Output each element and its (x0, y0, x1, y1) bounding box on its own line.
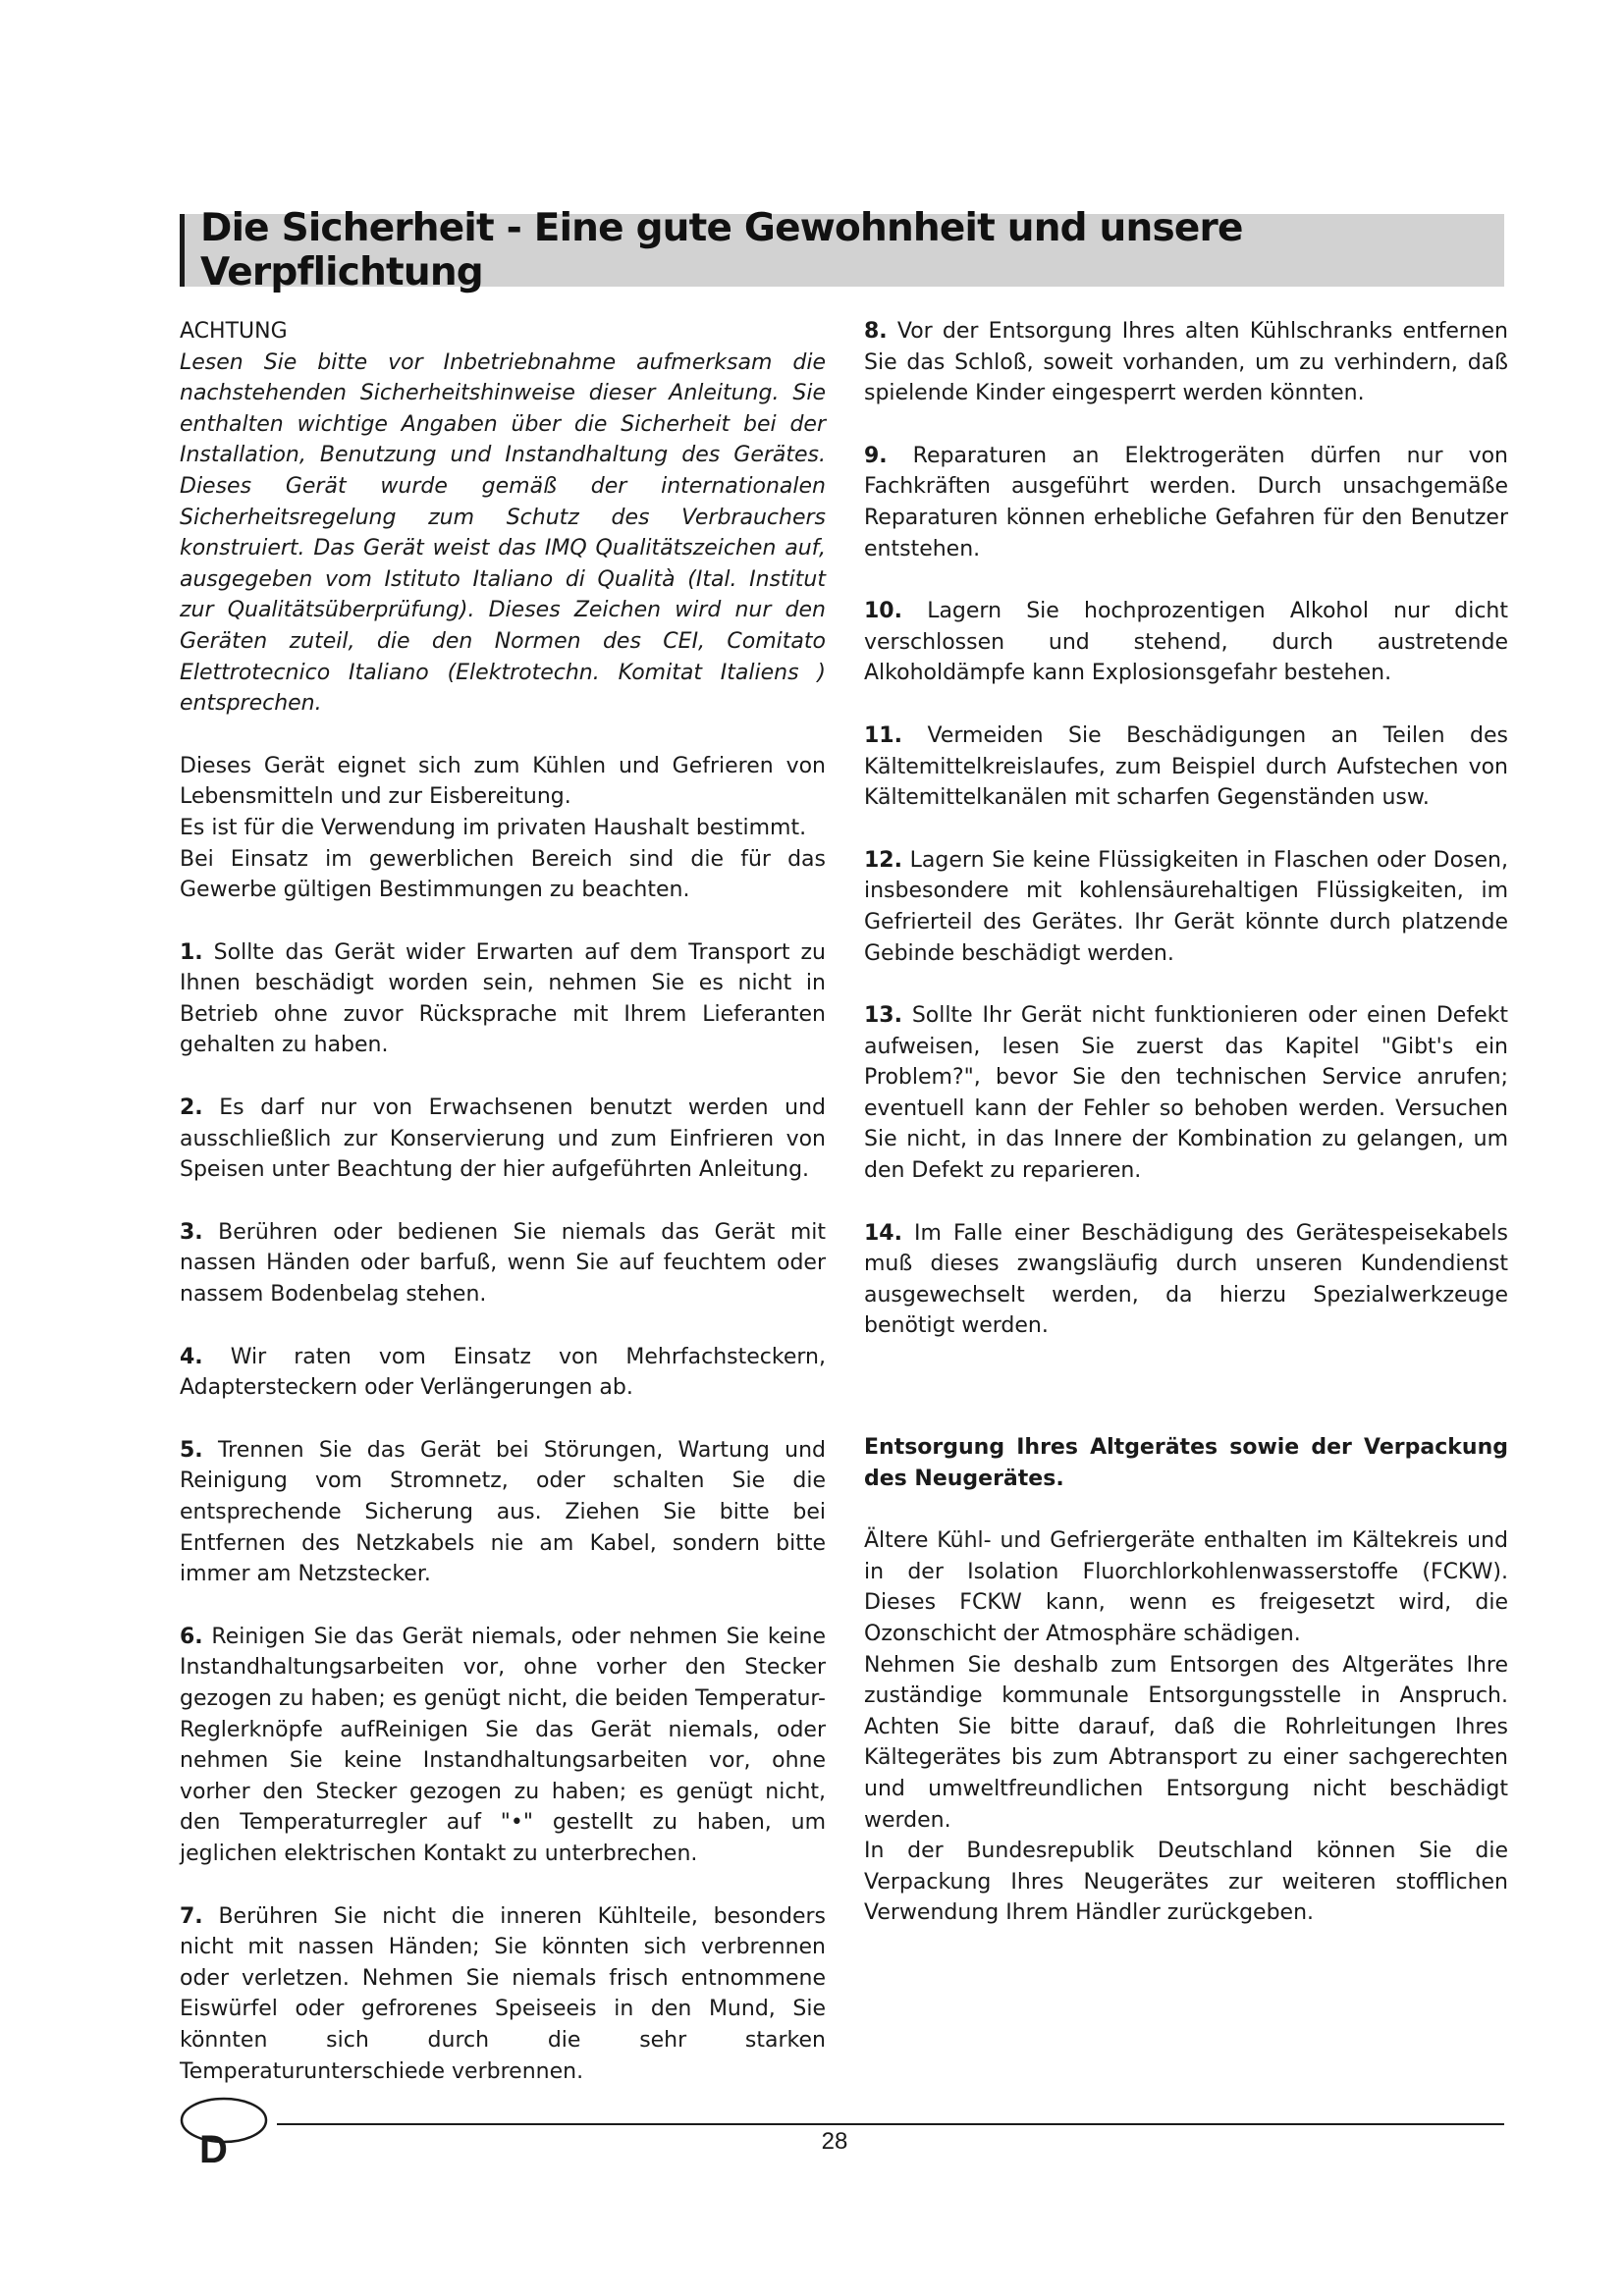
safety-item-6 (180, 1622, 826, 1870)
item-text: Vermeiden Sie Beschädigungen an Teilen des Kältemittelkreislaufes, zum Beispiel durch Aufstechen von Kältemittelkanälen mit scharfen Gegenständen usw. (864, 722, 1508, 811)
safety-item-11 (864, 721, 1508, 814)
item-number: 11. (864, 722, 902, 748)
item-number: 10. (864, 599, 902, 624)
section-spacer (864, 1373, 1508, 1432)
safety-item-10 (864, 596, 1508, 689)
safety-item-4 (180, 1342, 826, 1404)
safety-item-14 (864, 1218, 1508, 1342)
item-number: 13. (864, 1003, 902, 1029)
item-text: Es darf nur von Erwachsenen benutzt werden und ausschließlich zur Konservierung und zum Einfrieren von Speisen unter Beachtung der hier aufgeführten Anleitung. (180, 1095, 826, 1183)
safety-item-5 (180, 1435, 826, 1590)
section-title-bar (180, 206, 1505, 294)
footer-divider (277, 2123, 1504, 2125)
page-title: Die Sicherheit - Eine gute Gewohnheit und unsere Verpflichtung (200, 206, 1243, 294)
item-text: Reparaturen an Elektrogeräten dürfen nur von Fachkräften ausgeführt werden. Durch unsachgemäße Reparaturen können erhebliche Gefahren für den Benutzer entstehen. (864, 443, 1508, 561)
usage-paragraph-3: Bei Einsatz im gewerblichen Bereich sind die für das Gewerbe gültigen Bestimmungen zu beachten. (180, 846, 826, 903)
item-text: Vor der Entsorgung Ihres alten Kühlschranks entfernen Sie das Schloß, soweit vorhanden, um zu verhindern, daß spielende Kinder eingesperrt werden könnten. (864, 319, 1508, 406)
item-number: 7. (180, 1903, 203, 1929)
item-text: Berühren Sie nicht die inneren Kühlteile, besonders nicht mit nassen Händen; Sie könnten sich verbrennen oder verletzen. Nehmen Sie niemals frisch entnommene Eiswürfel oder gefrorenes Speiseeis in den Mund, Sie könnten sich durch die sehr starken Temperaturunterschiede verbrennen. (180, 1903, 826, 2084)
item-number: 5. (180, 1437, 203, 1463)
item-text: Lagern Sie keine Flüssigkeiten in Flaschen oder Dosen, insbesondere mit kohlensäurehaltigen Flüssigkeiten, im Gefrierteil des Gerätes. Ihr Gerät könnte durch platzende Gebinde beschädigt werden. (864, 847, 1508, 966)
item-text: Lagern Sie hochprozentigen Alkohol nur dicht verschlossen und stehend, durch austretende Alkoholdämpfe kann Explosionsgefahr bestehen. (864, 599, 1508, 686)
disposal-paragraph-1: Ältere Kühl- und Gefriergeräte enthalten im Kältekreis und in der Isolation Fluorchlorkohlenwasserstoffe (FCKW). Dieses FCKW kann, wenn es freigesetzt wird, die Ozonschicht der Atmosphäre schädigen. (864, 1528, 1508, 1646)
item-text: Reinigen Sie das Gerät niemals, oder nehmen Sie keine Instandhaltungsarbeiten vor, ohne vorher den Stecker gezogen zu haben; es genügt nicht, die beiden Temperatur-Reglerknöpfe aufReinigen Sie das Gerät niemals, oder nehmen Sie keine Instandhaltungsarbeiten vor, ohne vorher den Stecker gezogen zu haben; es genügt nicht, den Temperaturregler auf "•" gestellt zu haben, um jeglichen elektrischen Kontakt zu unterbrechen. (180, 1624, 826, 1866)
disposal-paragraph-3: In der Bundesrepublik Deutschland können Sie die Verpackung Ihres Neugerätes zur weiteren stofflichen Verwendung Ihrem Händler zurückgeben. (864, 1839, 1508, 1926)
item-number: 14. (864, 1220, 902, 1246)
left-column (180, 316, 826, 2118)
usage-paragraph-1: Dieses Gerät eignet sich zum Kühlen und Gefrieren von Lebensmitteln und zur Eisbereitung. (180, 753, 826, 810)
item-number: 3. (180, 1219, 203, 1245)
disposal-paragraph-2: Nehmen Sie deshalb zum Entsorgen des Altgerätes Ihre zuständige kommunale Entsorgungsstelle in Anspruch. Achten Sie bitte darauf, daß die Rohrleitungen Ihres Kältegerätes bis zum Abtransport zu einer sachgerechten und umweltfreundlichen Entsorgung nicht beschädigt werden. (864, 1652, 1508, 1833)
safety-item-2 (180, 1093, 826, 1186)
item-number: 2. (180, 1095, 203, 1121)
safety-item-13 (864, 1000, 1508, 1187)
page-number: 28 (821, 2128, 848, 2155)
item-text: Wir raten vom Einsatz von Mehrfachsteckern, Adaptersteckern oder Verlängerungen ab. (180, 1344, 826, 1401)
item-number: 1. (180, 939, 203, 965)
safety-item-12 (864, 845, 1508, 969)
item-text: Berühren oder bedienen Sie niemals das Gerät mit nassen Händen oder barfuß, wenn Sie auf feuchtem oder nassem Bodenbelag stehen. (180, 1219, 827, 1308)
item-number: 12. (864, 847, 902, 873)
item-text: Sollte das Gerät wider Erwarten auf dem Transport zu Ihnen beschädigt worden sein, nehmen Sie es nicht in Betrieb ohne zuvor Rücksprache mit Ihrem Lieferanten gehalten zu haben. (180, 939, 826, 1058)
item-text: Sollte Ihr Gerät nicht funktionieren oder einen Defekt aufweisen, lesen Sie zuerst das Kapitel "Gibt's ein Problem?", bevor Sie den technischen Service anrufen; eventuell kann der Fehler so behoben werden. Versuchen Sie nicht, in das Innere der Kombination zu gelangen, um den Defekt zu reparieren. (864, 1003, 1508, 1184)
safety-item-3 (180, 1217, 826, 1310)
item-number: 8. (864, 319, 888, 344)
intro-paragraph: Lesen Sie bitte vor Inbetriebnahme aufmerksam die nachstehenden Sicherheitshinweise dieser Anleitung. Sie enthalten wichtige Angaben über die Sicherheit bei der Installation, Benutzung und Instandhaltung des Gerätes. Dieses Gerät wurde gemäß der internationalen Sicherheitsregelung zum Schutz des Verbrauchers konstruiert. Das Gerät weist das IMQ Qualitätszeichen auf, ausgegeben vom Istituto Italiano di Qualità (Ital. Institut zur Qualitätsüberprüfung). Dieses Zeichen wird nur den Geräten zuteil, die den Normen des CEI, Comitato Elettrotecnico Italiano (Elektrotechn. Komitat Italiens ) entsprechen. (180, 349, 826, 717)
item-number: 6. (180, 1624, 203, 1649)
right-column (864, 316, 1508, 1929)
item-text: Trennen Sie das Gerät bei Störungen, Wartung und Reinigung vom Stromnetz, oder schalten Sie die entsprechende Sicherung aus. Ziehen Sie bitte bei Entfernen des Netzkabels nie am Kabel, sondern bitte immer am Netzstecker. (180, 1437, 827, 1587)
disposal-heading: Entsorgung Ihres Altgerätes sowie der Verpackung des Neugerätes. (864, 1435, 1508, 1491)
item-number: 4. (180, 1344, 203, 1369)
item-text: Im Falle einer Beschädigung des Gerätespeisekabels muß dieses zwangsläufig durch unseren Kundendienst ausgewechselt werden, da hierzu Spezialwerkzeuge benötigt werden. (864, 1220, 1508, 1339)
item-number: 9. (864, 443, 888, 468)
safety-item-9 (864, 441, 1508, 564)
safety-item-1 (180, 937, 826, 1061)
safety-item-7 (180, 1901, 826, 2088)
safety-item-8 (864, 316, 1508, 409)
achtung-label: ACHTUNG (180, 319, 288, 344)
usage-paragraph-2: Es ist für die Verwendung im privaten Haushalt bestimmt. (180, 815, 807, 840)
language-letter: D (199, 2128, 228, 2171)
